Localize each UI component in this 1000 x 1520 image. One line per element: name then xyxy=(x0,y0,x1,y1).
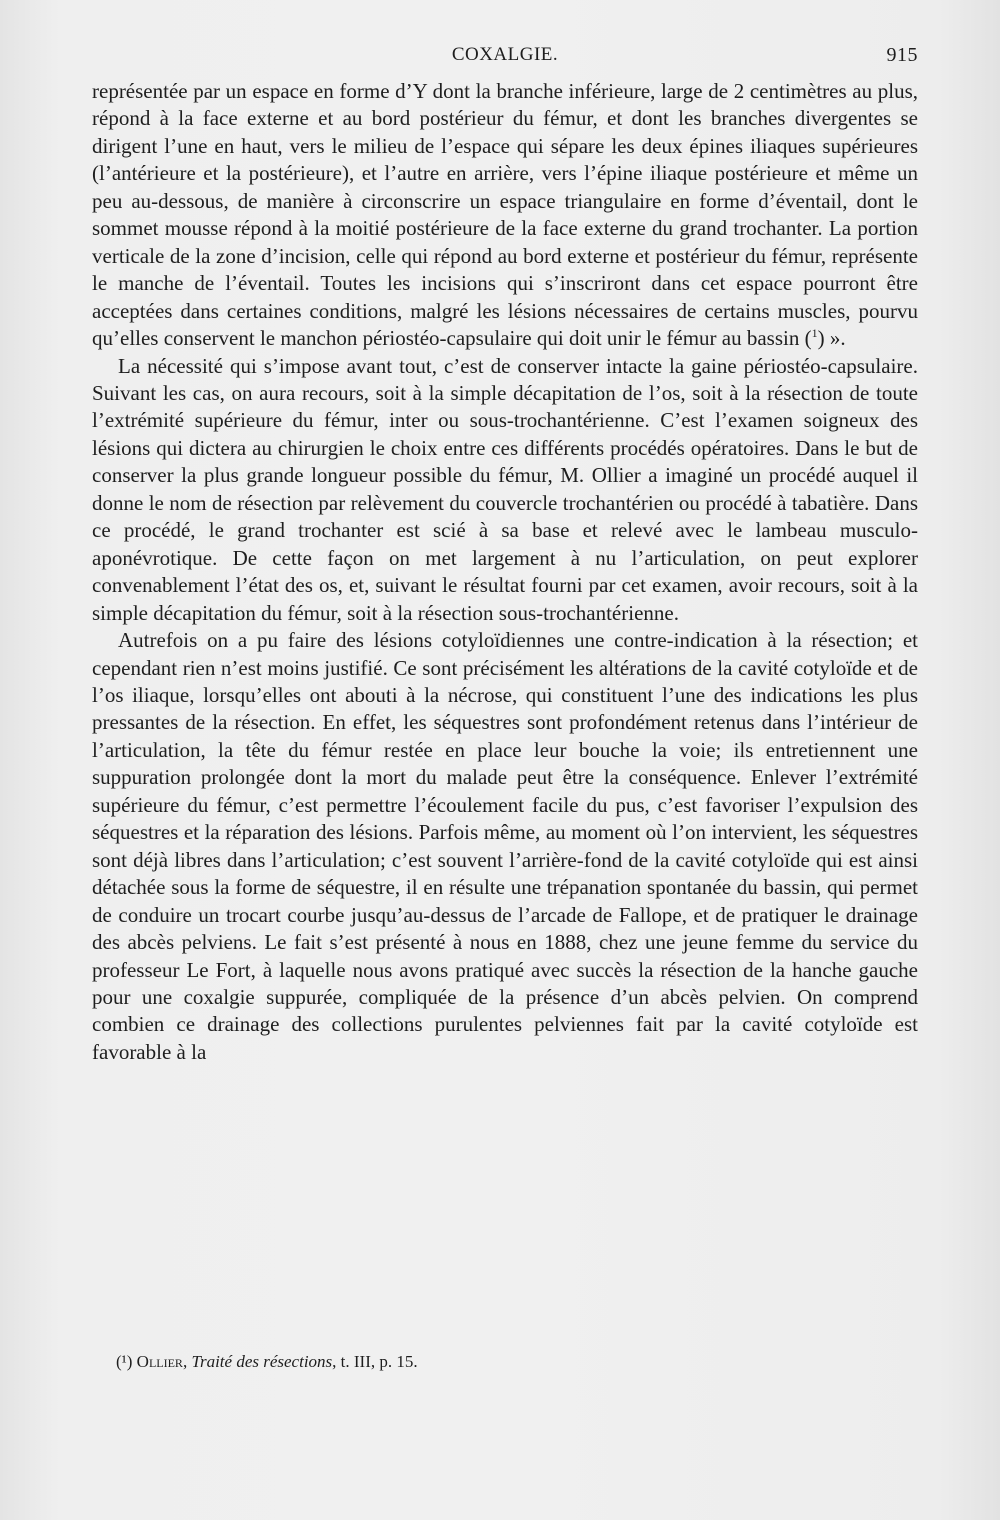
footnote-reference: 1 xyxy=(811,326,818,341)
paragraph-3: Autrefois on a pu faire des lésions cotyloïdiennes une contre-indication à la résection; et cependant rien n’est moins justifié. Ce sont précisément les altérations de la cavité cotyloïde et de l’os iliaque, lorsqu’elles ont abouti à la nécrose, qui constituent l’une des indications les plus pressantes de la résection. En effet, les séquestres sont profondément retenus dans l’intérieur de l’articulation, la tête du fémur restée en place leur bouche la voie; ils entretiennent une suppuration prolongée dont la mort du malade peut être la conséquence. Enlever l’extrémité supérieure du fémur, c’est permettre l’écoulement facile du pus, c’est favoriser l’expulsion des séquestres et la réparation des lésions. Parfois même, au moment où l’on intervient, les séquestres sont déjà libres dans l’articulation; c’est souvent l’arrière-fond de la cavité cotyloïde qui est ainsi détachée sous la forme de séquestre, il en résulte une trépanation spontanée du bassin, qui permet de conduire un trocart courbe jusqu’au-dessus de l’arcade de Fallope, et de pratiquer le drainage des abcès pelviens. Le fait s’est présenté à nous en 1888, chez une jeune femme du service du professeur Le Fort, à laquelle nous avons pratiqué avec succès la résection de la hanche gauche pour une coxalgie suppurée, compliquée de la présence d’un abcès pelvien. On comprend combien ce drainage des collections purulentes pelviennes fait par la cavité cotyloïde est favorable à la xyxy=(92,628,918,1064)
footnote-author: Ollier xyxy=(136,1352,183,1371)
footnote-separator: , xyxy=(182,1352,192,1371)
footnote-mark: (¹) xyxy=(116,1352,133,1371)
footnote-reference-detail: , t. III, p. 15. xyxy=(332,1352,418,1371)
paragraph-2: La nécessité qui s’impose avant tout, c’est de conserver intacte la gaine périostéo-capsulaire. Suivant les cas, on aura recours, soit à la simple décapitation de l’os, soit à la résection de toute l’extrémité supérieure du fémur, inter ou sous-trochantérienne. C’est l’examen soigneux des lésions qui dictera au chirurgien le choix entre ces différents procédés opératoires. Dans le but de conserver la plus grande longueur possible du fémur, M. Ollier a imaginé un procédé auquel il donne le nom de résection par relèvement du couvercle trochantérien ou procédé à tabatière. Dans ce procédé, le grand trochanter est scié à sa base et relevé avec le lambeau musculo-aponévrotique. De cette façon on met largement à nu l’articulation, on peut explorer convenablement l’état des os, et, suivant le résultat fourni par cet examen, avoir recours, soit à la simple décapitation du fémur, soit à la résection sous-trochantérienne. xyxy=(92,353,918,625)
page-header xyxy=(92,44,918,72)
page-number: 915 xyxy=(886,44,918,66)
paragraph-1 xyxy=(92,78,918,353)
body-text xyxy=(92,78,918,1066)
footnote xyxy=(116,1351,896,1373)
footnote-title: Traité des résections xyxy=(191,1352,333,1371)
running-title: COXALGIE. xyxy=(451,44,559,65)
paragraph-1-text: représentée par un espace en forme d’Y dont la branche inférieure, large de 2 centimètres au plus, répond à la face externe et au bord postérieur du fémur, et dont les branches divergentes se dirigent l’une en haut, vers le milieu de l’espace qui sépare les deux épines iliaques supérieures (l’antérieure et la postérieure), et l’autre en arrière, vers l’épine iliaque postérieure et même un peu au-dessous, de manière à circonscrire un espace triangulaire en forme d’éventail, dont le sommet mousse répond à la moitié postérieure de la face externe du grand trochanter. La portion verticale de la zone d’incision, celle qui répond au bord externe et postérieur du fémur, représente le manche de l’éventail. Toutes les incisions qui s’inscriront dans cet espace pourront être acceptées dans certaines conditions, malgré les lésions nécessaires de certains muscles, pourvu qu’elles conservent le manchon périostéo-capsulaire qui doit unir le fémur au bassin ( xyxy=(92,79,918,351)
paragraph-1-end: ) ». xyxy=(817,326,846,351)
